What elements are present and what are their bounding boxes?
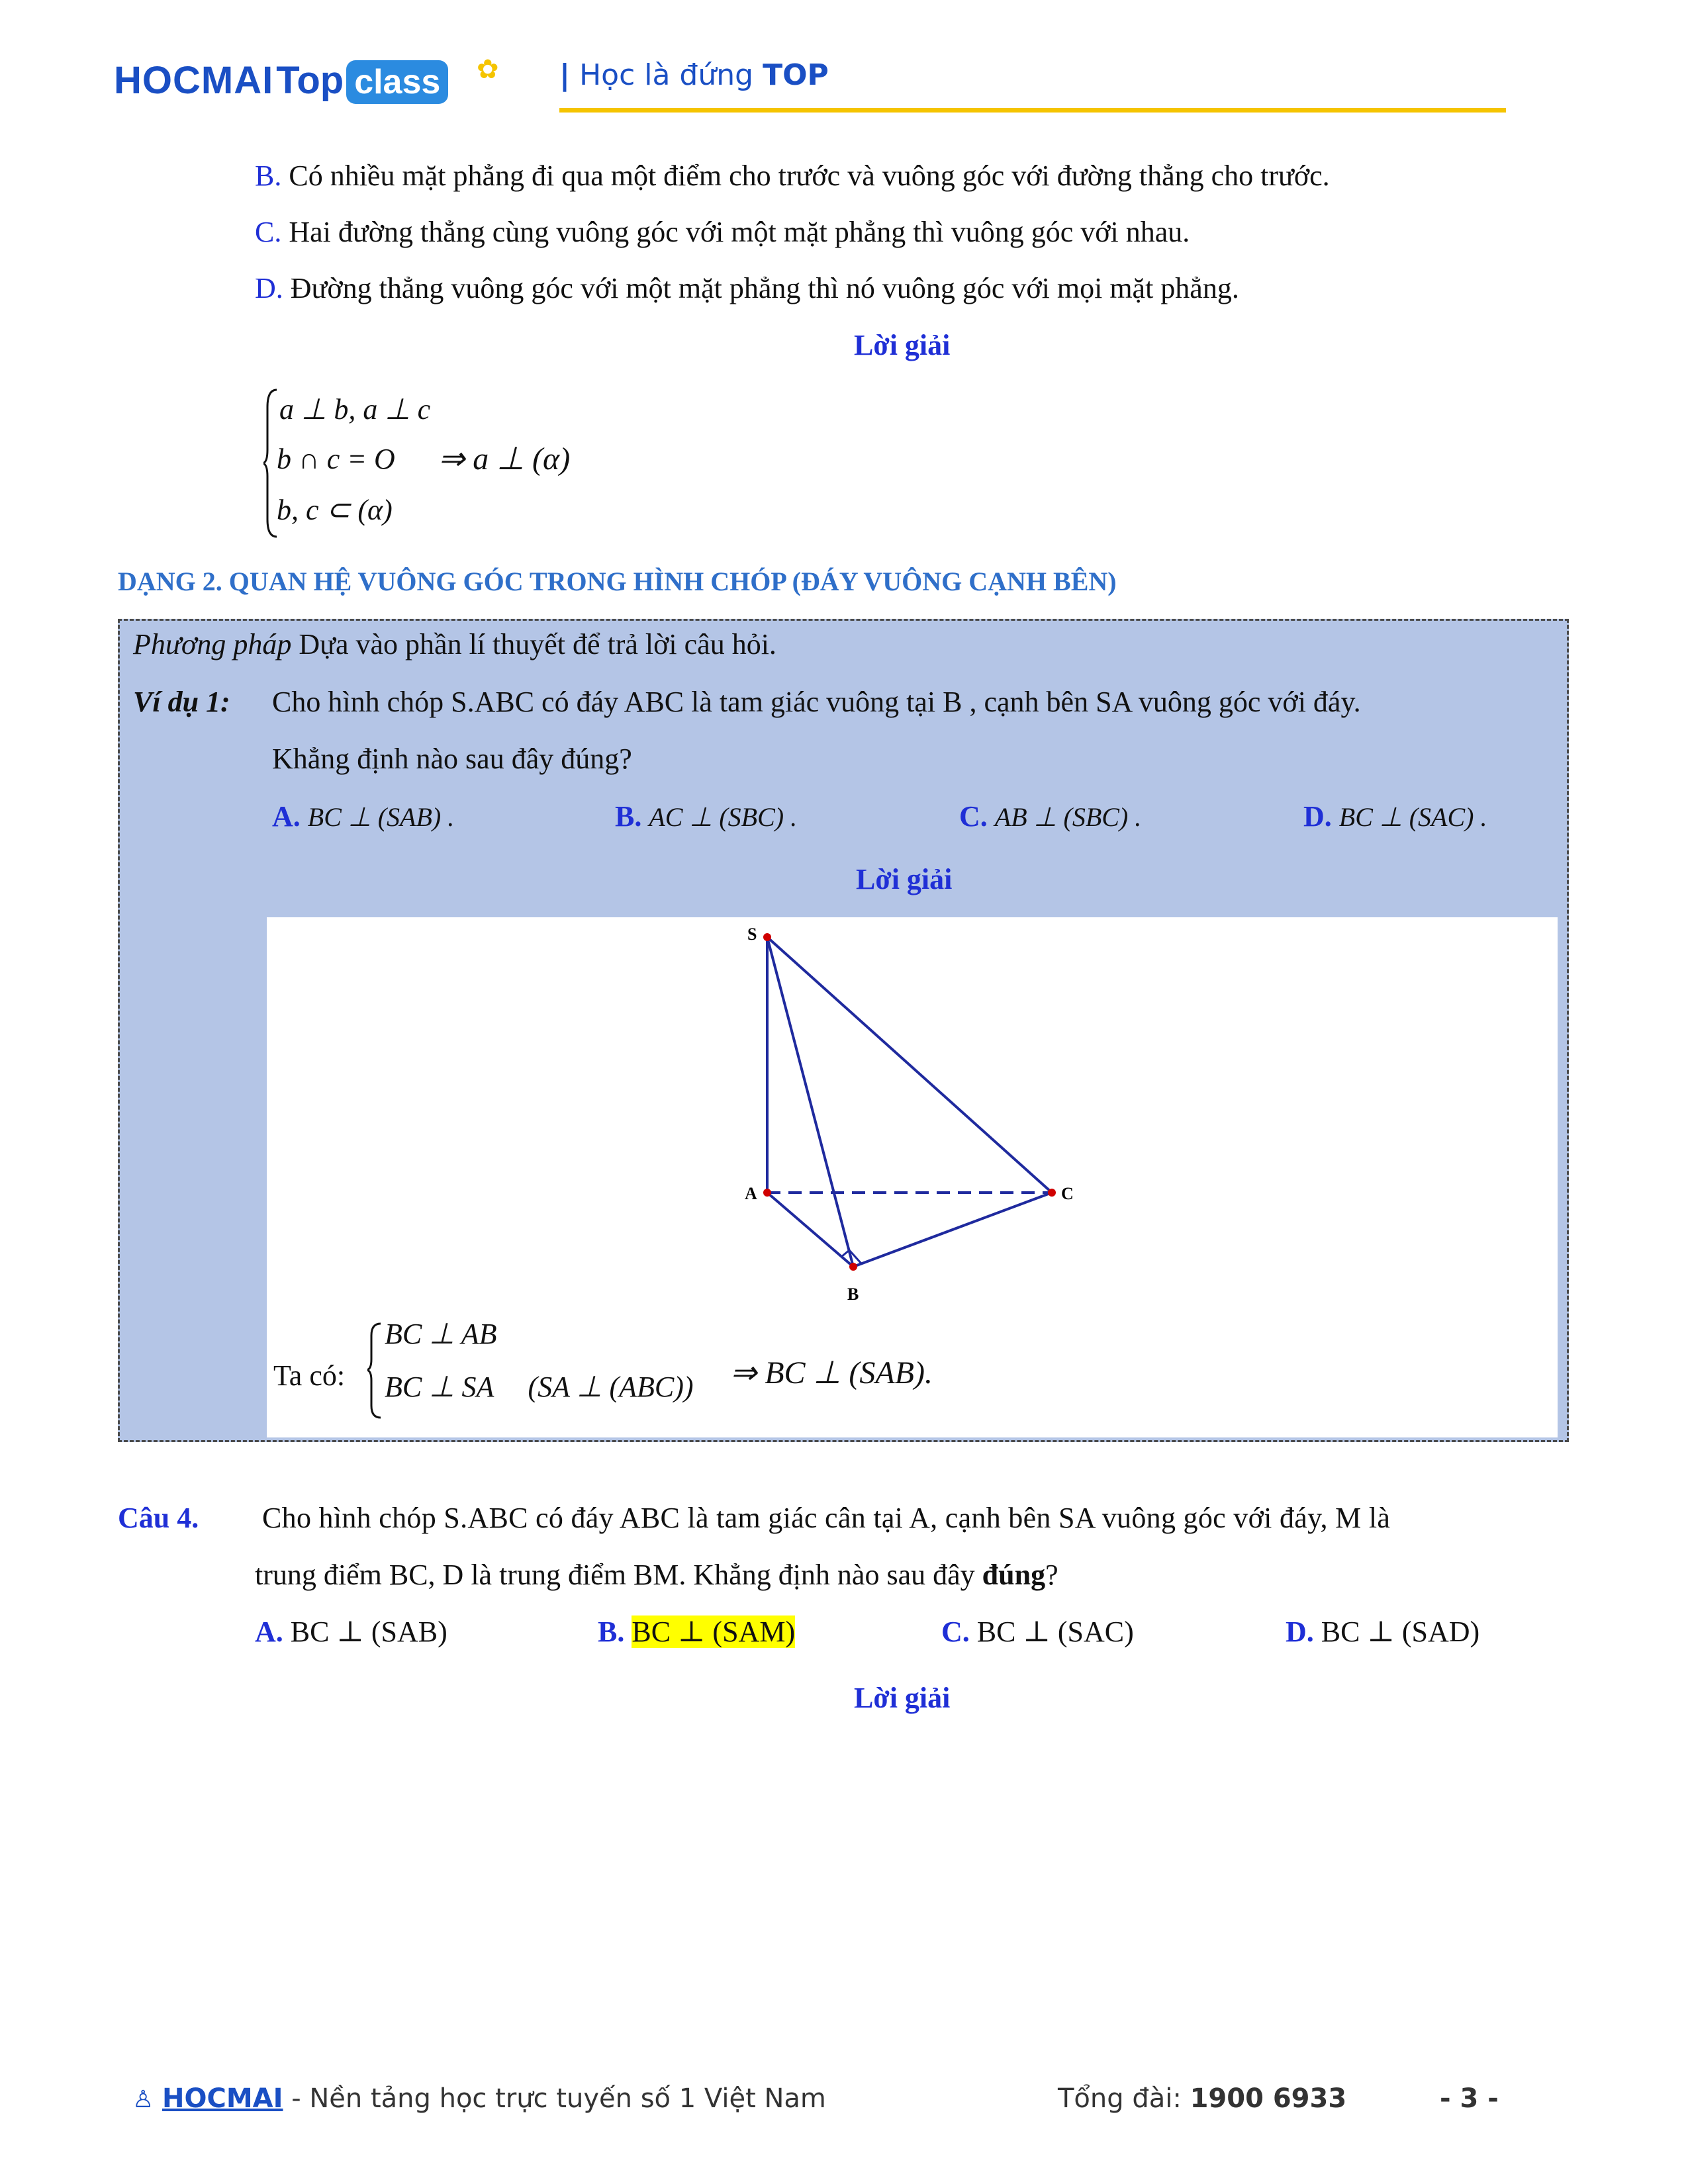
solution-heading-1: Lời giải: [854, 329, 951, 361]
hotline-label: Tổng đài:: [1058, 2083, 1190, 2114]
system-1-row-2: b ∩ c = O: [277, 443, 395, 475]
system-1-result: ⇒ a ⊥ (α): [438, 441, 571, 477]
system-2-row-1: BC ⊥ AB: [385, 1318, 497, 1350]
solution-heading-3: Lời giải: [854, 1682, 951, 1714]
option-text: AC ⊥ (SBC) .: [649, 802, 798, 832]
example-text-1: Cho hình chóp S.ABC có đáy ABC là tam giác vuông tại B , cạnh bên SA vuông góc với đáy.: [272, 686, 1361, 718]
slogan-emphasis: TOP: [763, 58, 829, 92]
label-b: B: [847, 1285, 859, 1304]
system-2-row-2-main: BC ⊥ SA: [385, 1371, 494, 1403]
option-text: BC ⊥ (SAB) .: [307, 802, 455, 832]
q4-option-a: [255, 1615, 447, 1649]
question-4-label: Câu 4.: [118, 1502, 199, 1534]
footer: [132, 2083, 826, 2114]
point-s: [763, 933, 771, 941]
option-c-prev: [255, 215, 1190, 249]
option-letter: A.: [272, 800, 301, 833]
q4-option-c: [941, 1615, 1134, 1649]
slogan-text: Học là đứng: [579, 58, 754, 92]
header-rule: [559, 108, 1506, 113]
option-letter: B.: [615, 800, 642, 833]
system-2-row-2-note: (SA ⊥ (ABC)): [528, 1371, 694, 1403]
question-4-text-2c: ?: [1045, 1559, 1058, 1591]
header-slogan: [559, 58, 829, 92]
option-letter: D.: [1286, 1615, 1314, 1648]
option-text-highlighted: BC ⊥ (SAM): [632, 1615, 796, 1648]
system-2-row-2: [385, 1370, 694, 1404]
system-2-result: ⇒ BC ⊥ (SAB).: [730, 1355, 933, 1390]
example-option-a: [272, 799, 454, 833]
example-option-d: [1303, 799, 1487, 833]
solution-panel: [267, 917, 1558, 1437]
method-text: Dựa vào phần lí thuyết để trả lời câu hỏi.: [299, 628, 776, 660]
example-text-2: Khẳng định nào sau đây đúng?: [272, 743, 632, 775]
question-4-text-2a: trung điểm BC, D là trung điểm BM. Khẳng định nào sau đây: [255, 1559, 975, 1591]
option-text: Hai đường thẳng cùng vuông góc với một mặt phẳng thì vuông góc với nhau.: [289, 216, 1190, 248]
question-4-text-2: [255, 1558, 1058, 1592]
option-letter: C.: [255, 216, 282, 248]
header-logo: [114, 54, 499, 111]
option-text: BC ⊥ (SAD): [1321, 1615, 1480, 1648]
option-text: AB ⊥ (SBC) .: [994, 802, 1142, 832]
footer-tagline: - Nền tảng học trực tuyến số 1 Việt Nam: [283, 2083, 826, 2114]
logo-star-icon: ✿: [477, 54, 499, 85]
logo-hocmai: HOCMAI: [114, 59, 274, 102]
option-text: Có nhiều mặt phẳng đi qua một điểm cho trước và vuông góc với đường thẳng cho trước.: [289, 159, 1330, 192]
point-b: [849, 1263, 857, 1271]
edge-bc: [853, 1193, 1052, 1267]
point-c: [1048, 1189, 1056, 1197]
option-letter: C.: [941, 1615, 970, 1648]
example-option-b: [615, 799, 797, 833]
option-letter: D.: [255, 272, 283, 304]
option-letter: B.: [598, 1615, 625, 1648]
option-letter: A.: [255, 1615, 283, 1648]
footer-hotline: [1058, 2083, 1346, 2114]
hotline-number: 1900 6933: [1190, 2083, 1347, 2114]
system-1-row-1: a ⊥ b, a ⊥ c: [279, 393, 431, 426]
option-text: BC ⊥ (SAB): [290, 1615, 447, 1648]
option-b-prev: [255, 159, 1330, 193]
q4-option-d: [1286, 1615, 1479, 1649]
example-label: Ví dụ 1:: [133, 686, 230, 718]
footer-brand[interactable]: HOCMAI: [162, 2083, 283, 2114]
option-d-prev: [255, 271, 1239, 305]
q4-option-b: [598, 1615, 795, 1649]
edge-sc: [767, 937, 1052, 1193]
system-1-row-3: b, c ⊂ (α): [277, 494, 393, 526]
example-option-c: [959, 799, 1141, 833]
logo-class: class: [346, 60, 448, 104]
logo-top: Top: [276, 59, 344, 102]
question-4-emphasis: đúng: [982, 1559, 1046, 1591]
option-letter: B.: [255, 159, 282, 192]
edge-sb: [767, 937, 853, 1267]
point-a: [763, 1189, 771, 1197]
section-title: DẠNG 2. QUAN HỆ VUÔNG GÓC TRONG HÌNH CHÓP (ĐÁY VUÔNG CẠNH BÊN): [118, 567, 1117, 596]
ta-co-label: Ta có:: [273, 1359, 346, 1392]
solution-heading-2: Lời giải: [856, 863, 953, 895]
label-a: A: [745, 1184, 757, 1203]
example-box: [118, 619, 1569, 1442]
option-text: Đường thẳng vuông góc với một mặt phẳng thì nó vuông góc với mọi mặt phẳng.: [290, 272, 1239, 304]
method-line: [133, 627, 776, 661]
option-text: BC ⊥ (SAC): [976, 1615, 1134, 1648]
footer-logo-icon: ♙: [132, 2086, 154, 2113]
option-letter: D.: [1303, 800, 1332, 833]
pyramid-figure: [267, 917, 1558, 1314]
method-label: Phương pháp: [133, 628, 292, 660]
label-s: S: [747, 925, 757, 944]
left-brace: [263, 387, 278, 539]
edge-ab: [767, 1193, 853, 1267]
left-brace-2: [367, 1321, 382, 1420]
label-c: C: [1061, 1184, 1074, 1203]
page-number: - 3 -: [1440, 2083, 1499, 2114]
option-text: BC ⊥ (SAC) .: [1338, 802, 1487, 832]
question-4-text-1: Cho hình chóp S.ABC có đáy ABC là tam giác cân tại A, cạnh bên SA vuông góc với đáy, M là: [262, 1502, 1391, 1534]
option-letter: C.: [959, 800, 988, 833]
slogan-separator: |: [559, 58, 571, 92]
